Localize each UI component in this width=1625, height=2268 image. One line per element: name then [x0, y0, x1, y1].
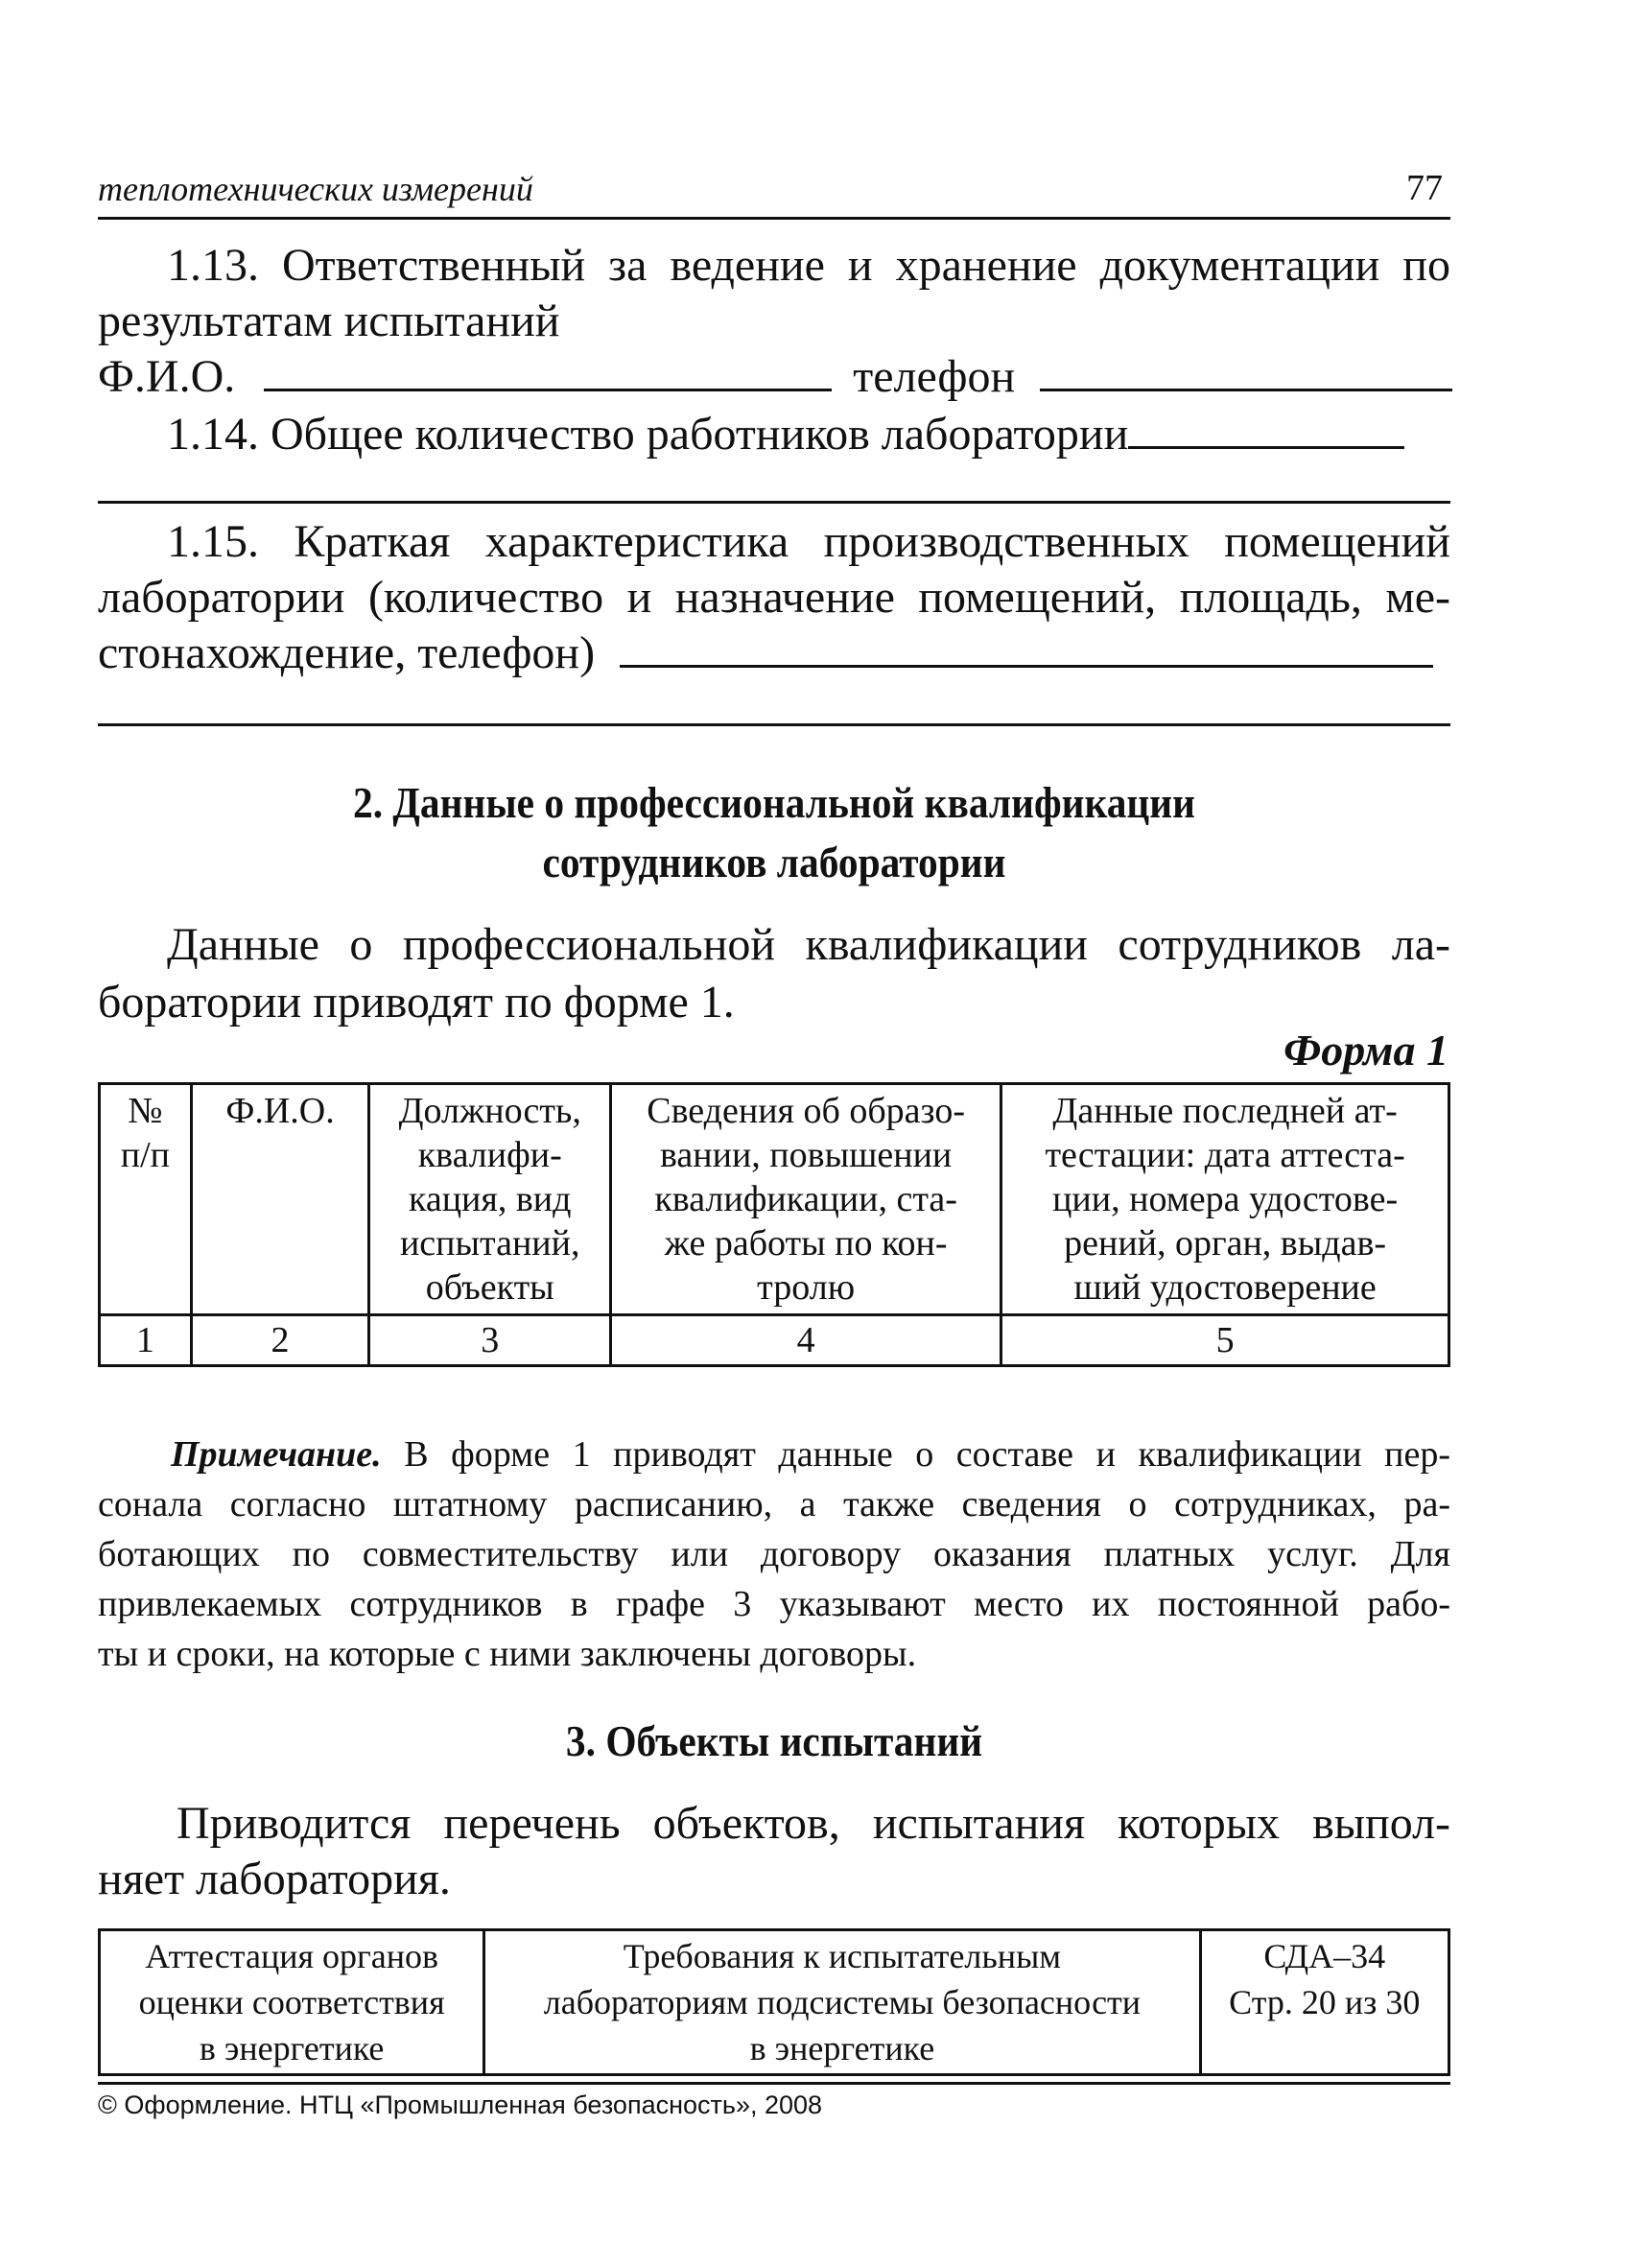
col-header-attestation: Данные последней ат- тестации: дата аттеста- ции, номера удостове- рений, орган, выдав- ший удостоверение	[1001, 1084, 1449, 1315]
item-1-15-line2: лаборатории (количество и назначение помещений, площадь, ме-	[98, 572, 1450, 623]
col-header-position: Должность, квалифи- кация, вид испытаний, объекты	[369, 1084, 611, 1315]
item-1-14-text: 1.14. Общее количество работников лаборатории	[167, 409, 1129, 460]
copyright-notice: © Оформление. НТЦ «Промышленная безопасность», 2008	[98, 2082, 1450, 2120]
section-2-para-line1: Данные о профессиональной квалификации сотрудников ла-	[167, 919, 1450, 970]
item-1-13-line1: 1.13. Ответственный за ведение и хранение документации по	[167, 240, 1450, 291]
premises-blank	[620, 665, 1433, 668]
col-number-2: 2	[191, 1315, 369, 1366]
footer-document-code-cell: СДА–34 Стр. 20 из 30	[1200, 1930, 1448, 2075]
fio-label: Ф.И.О.	[98, 351, 236, 402]
note-line5: ты и сроки, на которые с ними заключены договоры.	[98, 1634, 917, 1674]
item-1-14	[167, 407, 1404, 462]
footer-row	[100, 1930, 1449, 2075]
note-line2: сонала согласно штатному расписанию, а также сведения о сотрудниках, ра-	[98, 1484, 1450, 1524]
section-2-heading-line1: 2. Данные о профессиональной квалификации	[353, 778, 1195, 827]
section-3-para-line1: Приводится перечень объектов, испытания которых выпол-	[177, 1798, 1450, 1849]
item-1-15-line3	[98, 626, 1433, 681]
item-1-15-line1: 1.15. Краткая характеристика производственных помещений	[167, 516, 1450, 567]
note-label: Примечание.	[171, 1434, 382, 1475]
note-line4: привлекаемых сотрудников в графе 3 указывают место их постоянной рабо-	[98, 1584, 1450, 1624]
workers-count-blank	[1128, 446, 1404, 449]
item-1-15-line3-text: стонахождение, телефон)	[98, 627, 596, 678]
phone-label: телефон	[853, 351, 1016, 402]
col-number-4: 4	[611, 1315, 1001, 1366]
note-line3: ботающих по совместительству или договору оказания платных услуг. Для	[98, 1534, 1450, 1574]
col-number-3: 3	[369, 1315, 611, 1366]
note-line1-text: В форме 1 приводят данные о составе и квалификации пер-	[404, 1434, 1450, 1475]
form-1-label: Форма 1	[1284, 1026, 1448, 1075]
fio-blank	[264, 389, 832, 391]
section-3-heading: 3. Объекты испытаний	[565, 1716, 983, 1765]
page-number: 77	[1406, 168, 1443, 208]
section-2-heading-line2: сотрудников лаборатории	[542, 838, 1006, 886]
phone-blank	[1040, 389, 1452, 391]
document-footer-table	[98, 1928, 1450, 2076]
col-header-education: Сведения об образо- вании, повышении квалификации, ста- же работы по кон- тролю	[611, 1084, 1001, 1315]
footer-requirements-cell: Требования к испытательным лабораториям подсистемы безопасности в энергетике	[484, 1930, 1200, 2075]
running-header	[98, 165, 1450, 220]
form-1-number-row	[100, 1315, 1449, 1366]
item-1-14-continuation-line	[98, 501, 1450, 504]
note-line1	[98, 1429, 1450, 1479]
col-number-1: 1	[100, 1315, 192, 1366]
form-1-header-row	[100, 1084, 1449, 1315]
section-3-para-line2: няет лаборатория.	[98, 1854, 451, 1904]
col-header-fio: Ф.И.О.	[191, 1084, 369, 1315]
footer-scheme-cell: Аттестация органов оценки соответствия в энергетике	[100, 1930, 484, 2075]
header-section-title: теплотехнических измерений	[98, 170, 533, 208]
item-1-15-continuation-line	[98, 723, 1450, 726]
col-header-number: № п/п	[100, 1084, 192, 1315]
col-number-5: 5	[1001, 1315, 1449, 1366]
fio-phone-line	[98, 349, 1450, 405]
section-2-para-line2: боратории приводят по форме 1.	[98, 977, 735, 1028]
item-1-13-line2: результатам испытаний	[98, 295, 560, 346]
form-1-table	[98, 1082, 1450, 1367]
